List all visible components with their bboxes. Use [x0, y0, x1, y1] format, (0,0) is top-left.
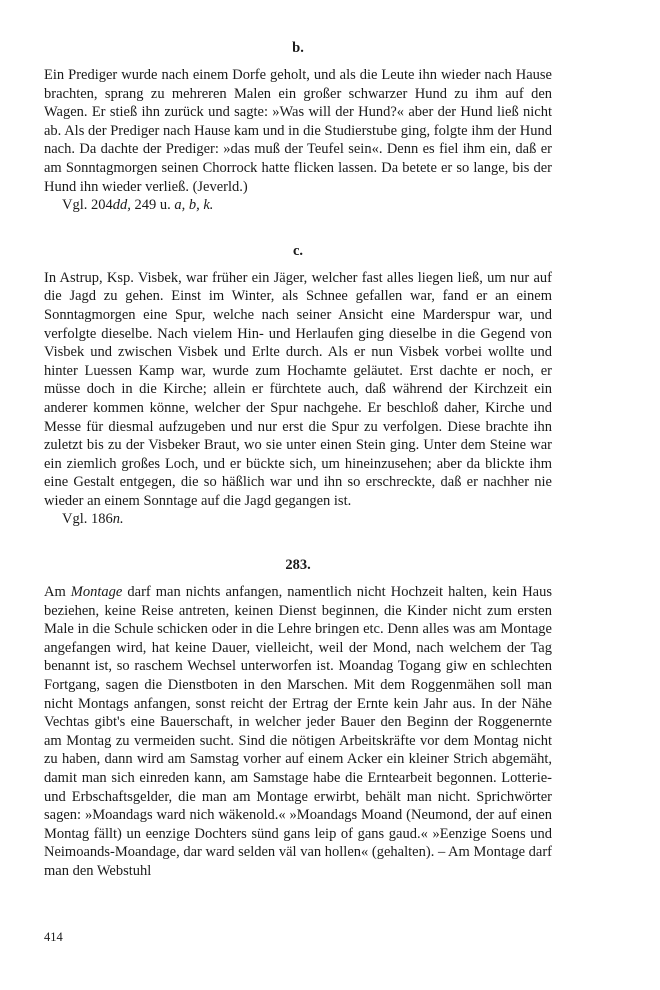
reference-b-prefix: Vgl. 204 — [62, 197, 113, 214]
page-number: 414 — [44, 930, 63, 944]
reference-c-italic: n. — [112, 511, 124, 528]
paragraph-283 — [44, 583, 552, 881]
reference-c-prefix: Vgl. 186 — [62, 511, 113, 528]
page-content — [44, 38, 552, 881]
reference-b-italic-1: dd, — [112, 197, 131, 214]
reference-c — [44, 510, 552, 529]
paragraph-283-rest: darf man nichts anfangen, namentlich nicht Hochzeit halten, kein Haus beziehen, keine Reise antreten, keinen Dienst beginnen, die Kinder nicht zum ersten Male in die Schule schicken oder in die Lehre bringen etc. Denn alles was am Montage angefangen wird, hat keine Dauer, vielleicht, weil der Mond, nach welchem der Tag benannt ist, so raschem Wechsel unterworfen ist. Moandag Togang giw en schlechten Fortgang, sagen die Dienstboten in den Marschen. Mit dem Roggenmähen soll man nicht Montags anfangen, sonst reicht der Ertrag der Ernte kein Jahr aus. In der Nähe Vechtas gibt's eine Bauerschaft, in welcher jeder Bauer den Beginn der Roggenernte am Montag zu vermeiden sucht. Sind die nötigen Arbeitskräfte vor dem Montag nicht zu haben, dann wird am Samstag vorher auf einem Acker ein kleiner Strich abgemäht, damit man sich einreden kann, am Samstage habe die Erntearbeit begonnen. Lotterie- und Erbschaftsgelder, die man am Montage erwirbt, behält man nicht. Sprichwörter sagen: »Moandags ward nich wäkenold.« »Moandags Moand (Neumond, der auf einen Montag fällt) un eenzige Dochters sünd gans leip of gans gaud.« »Eenzige Soens und Neimoands-Moandage, dar ward selden väl van hollen« (gehalten). – Am Montage darf man den Webstuhl — [44, 584, 552, 879]
reference-b — [44, 196, 552, 215]
paragraph-283-start: Am — [44, 584, 71, 601]
section-heading-283: 283. — [285, 557, 311, 574]
paragraph-c: In Astrup, Ksp. Visbek, war früher ein Jäger, welcher fast alles liegen ließ, um nur auf die Jagd zu gehen. Einst im Winter, als Schnee gefallen war, fand er an einem Sonntagmorgen eine Spur, welche nach seiner Ansicht eine Marderspur war, und verfolgte dieselbe. Nach vielem Hin- und Herlaufen ging dieselbe in die Gegend von Visbek und zwischen Visbek und Erlte durch. Als er nun Visbek vorbei wollte und hinter Luessen Kamp war, wurde zum Hochamte geläutet. Erst dachte er noch, er müsse doch in die Kirche; allein er fürchtete auch, daß während der Kirchzeit ein anderer kommen könne, welcher der Spur nachgehe. Er beschloß daher, Kirche und Messe für diesmal aufzugeben und nur erst die Spur zu verfolgen. Diese brachte ihn zuletzt bis zu der Visbeker Braut, wo sie unter einen Stein ging. Unter dem Steine war ein ziemlich großes Loch, und er bückte sich, um hineinzusehen; aber da blickte ihm eine Gestalt entgegen, die so häßlich war und ihn so erschreckte, daß er nachher nie wieder an einem Sonntage auf die Jagd gegangen ist. — [44, 269, 552, 509]
paragraph-283-italic: Montage — [70, 584, 123, 601]
reference-b-italic-2: a, b, k. — [174, 197, 214, 214]
section-heading-b: b. — [292, 40, 304, 56]
section-heading-c: c. — [292, 242, 304, 259]
paragraph-b: Ein Prediger wurde nach einem Dorfe geholt, und als die Leute ihn wieder nach Hause brachten, sprang zu mehreren Malen ein großer schwarzer Hund zu ihm auf den Wagen. Er stieß ihn zurück und sagte: »Was will der Hund?« aber der Hund ließ nicht ab. Als der Prediger nach Hause kam und in die Studierstube ging, folgte ihm der Hund nach. Da dachte der Prediger: »das muß der Teufel sein«. Denn es fiel ihm ein, daß er am Sonntagmorgen seinen Chorrock hatte flicken lassen. Da betete er so lange, bis der Hund ihn wieder verließ. (Jeverld.) — [44, 67, 552, 195]
reference-b-middle: 249 u. — [130, 197, 175, 214]
